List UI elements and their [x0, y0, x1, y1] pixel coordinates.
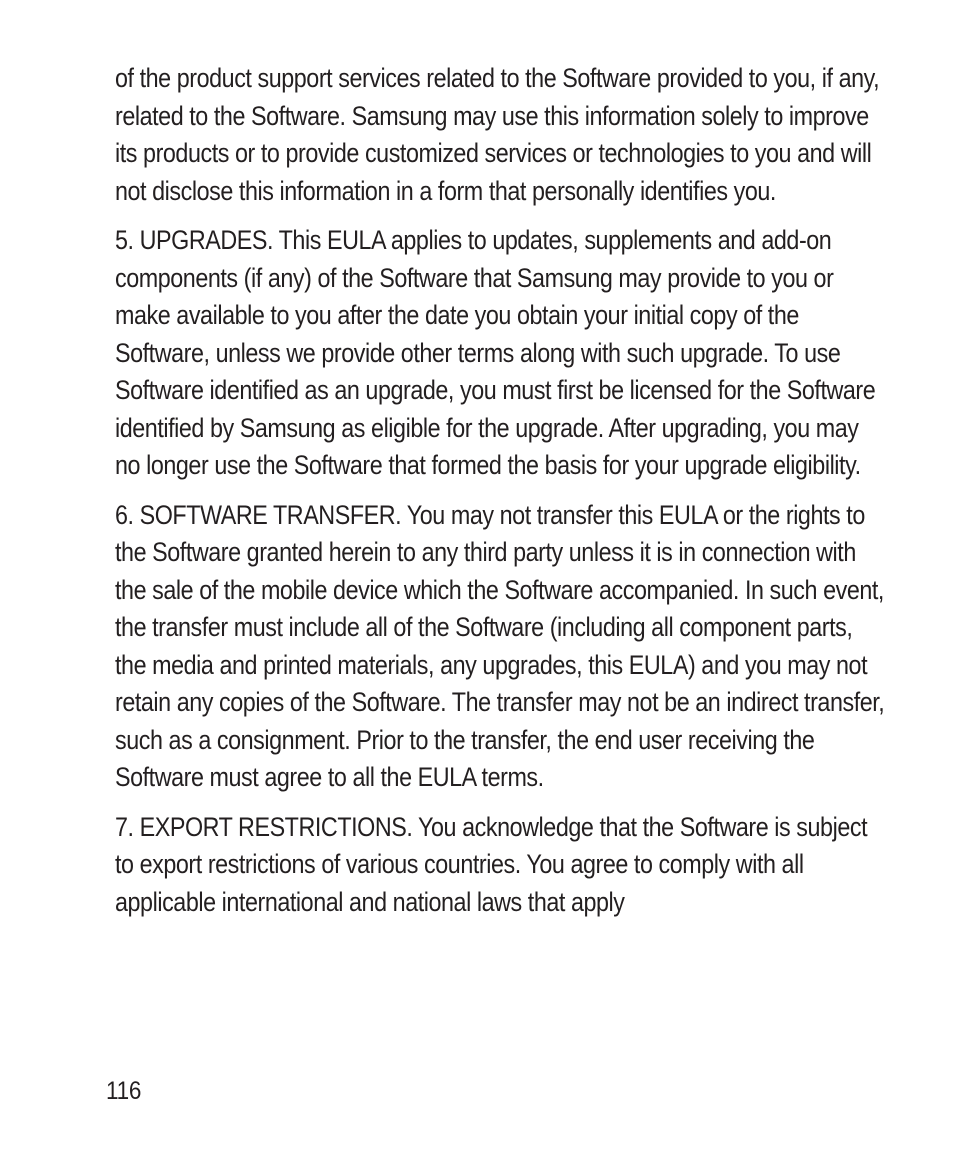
paragraph-upgrades: 5. UPGRADES. This EULA applies to updates, supplements and add-on components (if any) of the Software that Samsung may provide to you or make available to you after the date you obtain your initial copy of the Software, unless we provide other terms along with such upgrade. To use Software identified as an upgrade, you must first be licensed for the Software identified by Samsung as eligible for the upgrade. After upgrading, you may no longer use the Software that formed the basis for your upgrade eligibility. — [115, 225, 876, 480]
document-body — [115, 60, 885, 933]
paragraph-software-transfer: 6. SOFTWARE TRANSFER. You may not transfer this EULA or the rights to the Software granted herein to any third party unless it is in connection with the sale of the mobile device which the Software accompanied. In such event, the transfer must include all of the Software (including all component parts, the media and printed materials, any upgrades, this EULA) and you may not retain any copies of the Software. The transfer may not be an indirect transfer, such as a consignment. Prior to the transfer, the end user receiving the Software must agree to all the EULA terms. — [115, 499, 885, 792]
paragraph-export-restrictions: 7. EXPORT RESTRICTIONS. You acknowledge that the Software is subject to export restrictions of various countries. You agree to comply with all applicable international and national laws that apply — [115, 811, 868, 917]
paragraph-support-services: of the product support services related to the Software provided to you, if any, related to the Software. Samsung may use this information solely to improve its products or to provide customized services or technologies to you and will not disclose this information in a form that personally identifies you. — [115, 63, 880, 206]
page-number: 116 — [106, 1077, 142, 1105]
